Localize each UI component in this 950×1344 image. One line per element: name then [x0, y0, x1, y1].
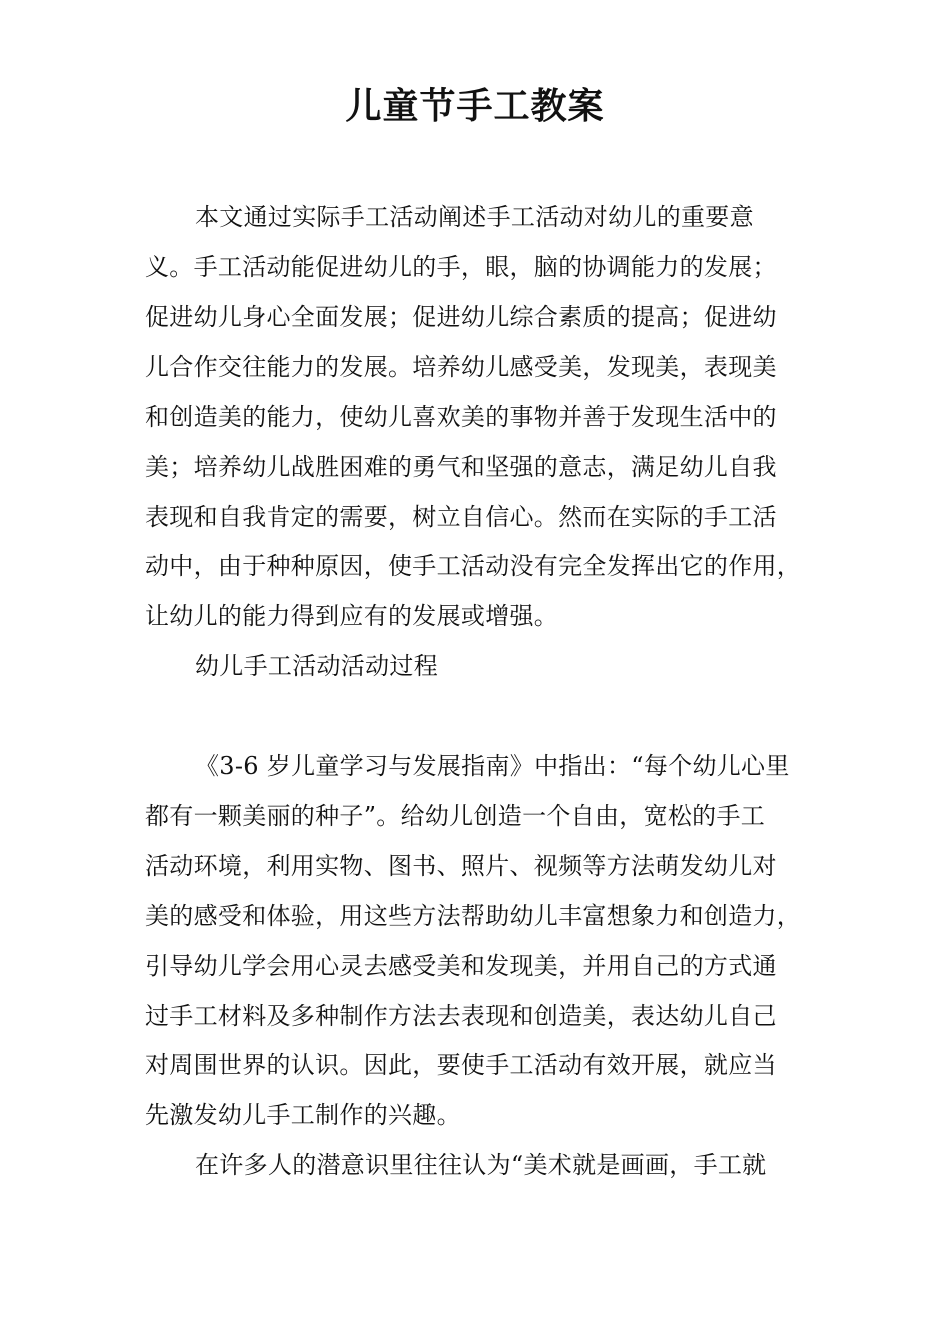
paragraph-line: 在许多人的潜意识里往往认为“美术就是画画，手工就	[195, 1151, 767, 1179]
paragraph-line: 美；培养幼儿战胜困难的勇气和坚强的意志，满足幼儿自我	[145, 453, 777, 481]
paragraph-line: 活动环境，利用实物、图书、照片、视频等方法萌发幼儿对	[145, 852, 777, 880]
paragraph-line: 儿合作交往能力的发展。培养幼儿感受美，发现美，表现美	[145, 353, 777, 381]
paragraph-line: 本文通过实际手工活动阐述手工活动对幼儿的重要意	[195, 203, 754, 231]
paragraph-line: 先激发幼儿手工制作的兴趣。	[145, 1101, 461, 1129]
paragraph-line: 促进幼儿身心全面发展；促进幼儿综合素质的提高；促进幼	[145, 303, 777, 331]
document-title: 儿童节手工教案	[345, 85, 605, 127]
paragraph-line: 表现和自我肯定的需要，树立自信心。然而在实际的手工活	[145, 503, 777, 531]
paragraph-line: 过手工材料及多种制作方法去表现和创造美，表达幼儿自己	[145, 1002, 777, 1030]
paragraph-line: 都有一颗美丽的种子”。给幼儿创造一个自由，宽松的手工	[145, 802, 766, 830]
paragraph-line: 对周围世界的认识。因此，要使手工活动有效开展，就应当	[145, 1051, 777, 1079]
paragraph-line: 《3-6 岁儿童学习与发展指南》中指出：“每个幼儿心里	[195, 752, 790, 780]
paragraph-line: 引导幼儿学会用心灵去感受美和发现美，并用自己的方式通	[145, 952, 777, 980]
paragraph-line: 义。手工活动能促进幼儿的手，眼，脑的协调能力的发展；	[145, 253, 777, 281]
section-heading: 幼儿手工活动活动过程	[195, 652, 438, 680]
paragraph-line: 和创造美的能力，使幼儿喜欢美的事物并善于发现生活中的	[145, 403, 777, 431]
paragraph-line: 让幼儿的能力得到应有的发展或增强。	[145, 602, 559, 630]
paragraph-line: 美的感受和体验，用这些方法帮助幼儿丰富想象力和创造力，	[145, 902, 802, 930]
paragraph-line: 动中，由于种种原因，使手工活动没有完全发挥出它的作用，	[145, 552, 802, 580]
